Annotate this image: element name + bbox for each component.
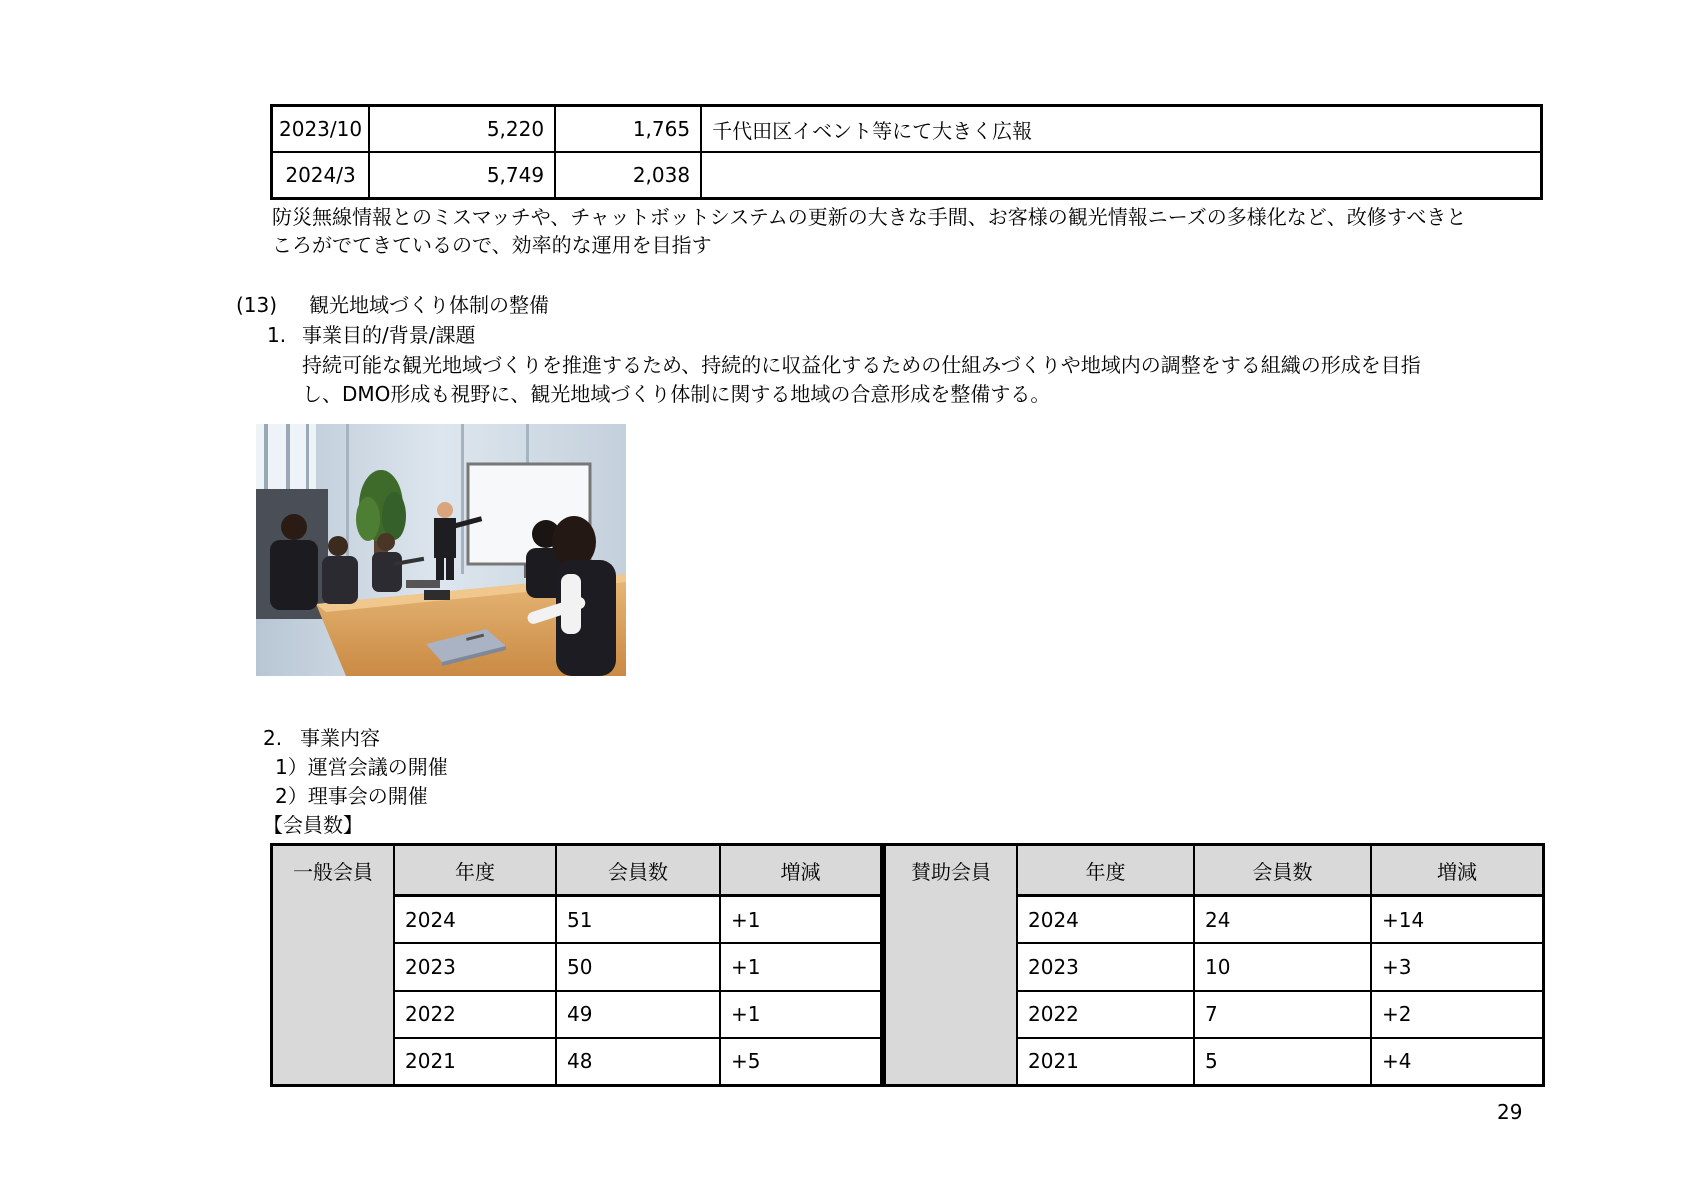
year-cell: 2021 bbox=[394, 1038, 556, 1086]
section-title: 観光地域づくり体制の整備 bbox=[309, 293, 549, 317]
header-count: 会員数 bbox=[556, 845, 720, 896]
item-number: 2. bbox=[263, 726, 283, 750]
category-cell: 一般会員 bbox=[272, 845, 395, 1086]
value-cell: 2,038 bbox=[555, 152, 701, 199]
header-year: 年度 bbox=[1017, 845, 1194, 896]
year-cell: 2023 bbox=[394, 943, 556, 990]
year-cell: 2024 bbox=[1017, 896, 1194, 944]
item-title: 事業目的/背景/課題 bbox=[302, 323, 476, 347]
count-cell: 24 bbox=[1194, 896, 1371, 944]
meeting-photo bbox=[256, 424, 626, 676]
paragraph-line: し、DMO形成も視野に、観光地域づくり体制に関する地域の合意形成を整備する。 bbox=[302, 382, 1051, 406]
year-cell: 2022 bbox=[394, 991, 556, 1038]
header-count: 会員数 bbox=[1194, 845, 1371, 896]
sub-item: 2）理事会の開催 bbox=[275, 784, 428, 808]
note-cell: 千代田区イベント等にて大きく広報 bbox=[701, 106, 1541, 153]
table-row bbox=[272, 106, 1542, 153]
page-number: 29 bbox=[1497, 1100, 1523, 1124]
sub-item: 1）運営会議の開催 bbox=[275, 755, 448, 779]
count-cell: 7 bbox=[1194, 991, 1371, 1038]
count-cell: 51 bbox=[556, 896, 720, 944]
table-header-row bbox=[885, 845, 1544, 896]
table-header-row bbox=[272, 845, 882, 896]
change-cell: +14 bbox=[1371, 896, 1544, 944]
value-cell: 1,765 bbox=[555, 106, 701, 153]
date-cell: 2024/3 bbox=[272, 152, 370, 199]
change-cell: +4 bbox=[1371, 1038, 1544, 1086]
header-year: 年度 bbox=[394, 845, 556, 896]
count-cell: 48 bbox=[556, 1038, 720, 1086]
category-cell: 賛助会員 bbox=[885, 845, 1018, 1086]
change-cell: +3 bbox=[1371, 943, 1544, 990]
item-number: 1. bbox=[267, 323, 287, 347]
value-cell: 5,220 bbox=[369, 106, 555, 153]
progress-table bbox=[270, 104, 1543, 200]
header-change: 増減 bbox=[720, 845, 882, 896]
count-cell: 50 bbox=[556, 943, 720, 990]
note-cell bbox=[701, 152, 1541, 199]
table-row bbox=[272, 152, 1542, 199]
change-cell: +1 bbox=[720, 943, 882, 990]
paragraph-line: ころがでてきているので、効率的な運用を目指す bbox=[272, 233, 712, 257]
year-cell: 2022 bbox=[1017, 991, 1194, 1038]
members-label: 【会員数】 bbox=[263, 813, 363, 837]
value-cell: 5,749 bbox=[369, 152, 555, 199]
paragraph-line: 持続可能な観光地域づくりを推進するため、持続的に収益化するための仕組みづくりや地域内の調整をする組織の形成を目指 bbox=[302, 353, 1421, 377]
section-number: (13) bbox=[236, 293, 278, 317]
item-title: 事業内容 bbox=[300, 726, 380, 750]
year-cell: 2024 bbox=[394, 896, 556, 944]
count-cell: 49 bbox=[556, 991, 720, 1038]
header-change: 増減 bbox=[1371, 845, 1544, 896]
year-cell: 2023 bbox=[1017, 943, 1194, 990]
paragraph-line: 防災無線情報とのミスマッチや、チャットボットシステムの更新の大きな手間、お客様の観光情報ニーズの多様化など、改修すべきと bbox=[272, 205, 1467, 229]
change-cell: +2 bbox=[1371, 991, 1544, 1038]
year-cell: 2021 bbox=[1017, 1038, 1194, 1086]
change-cell: +1 bbox=[720, 896, 882, 944]
count-cell: 10 bbox=[1194, 943, 1371, 990]
supporting-members-table bbox=[883, 843, 1545, 1087]
change-cell: +5 bbox=[720, 1038, 882, 1086]
general-members-table bbox=[270, 843, 883, 1087]
change-cell: +1 bbox=[720, 991, 882, 1038]
date-cell: 2023/10 bbox=[272, 106, 370, 153]
count-cell: 5 bbox=[1194, 1038, 1371, 1086]
